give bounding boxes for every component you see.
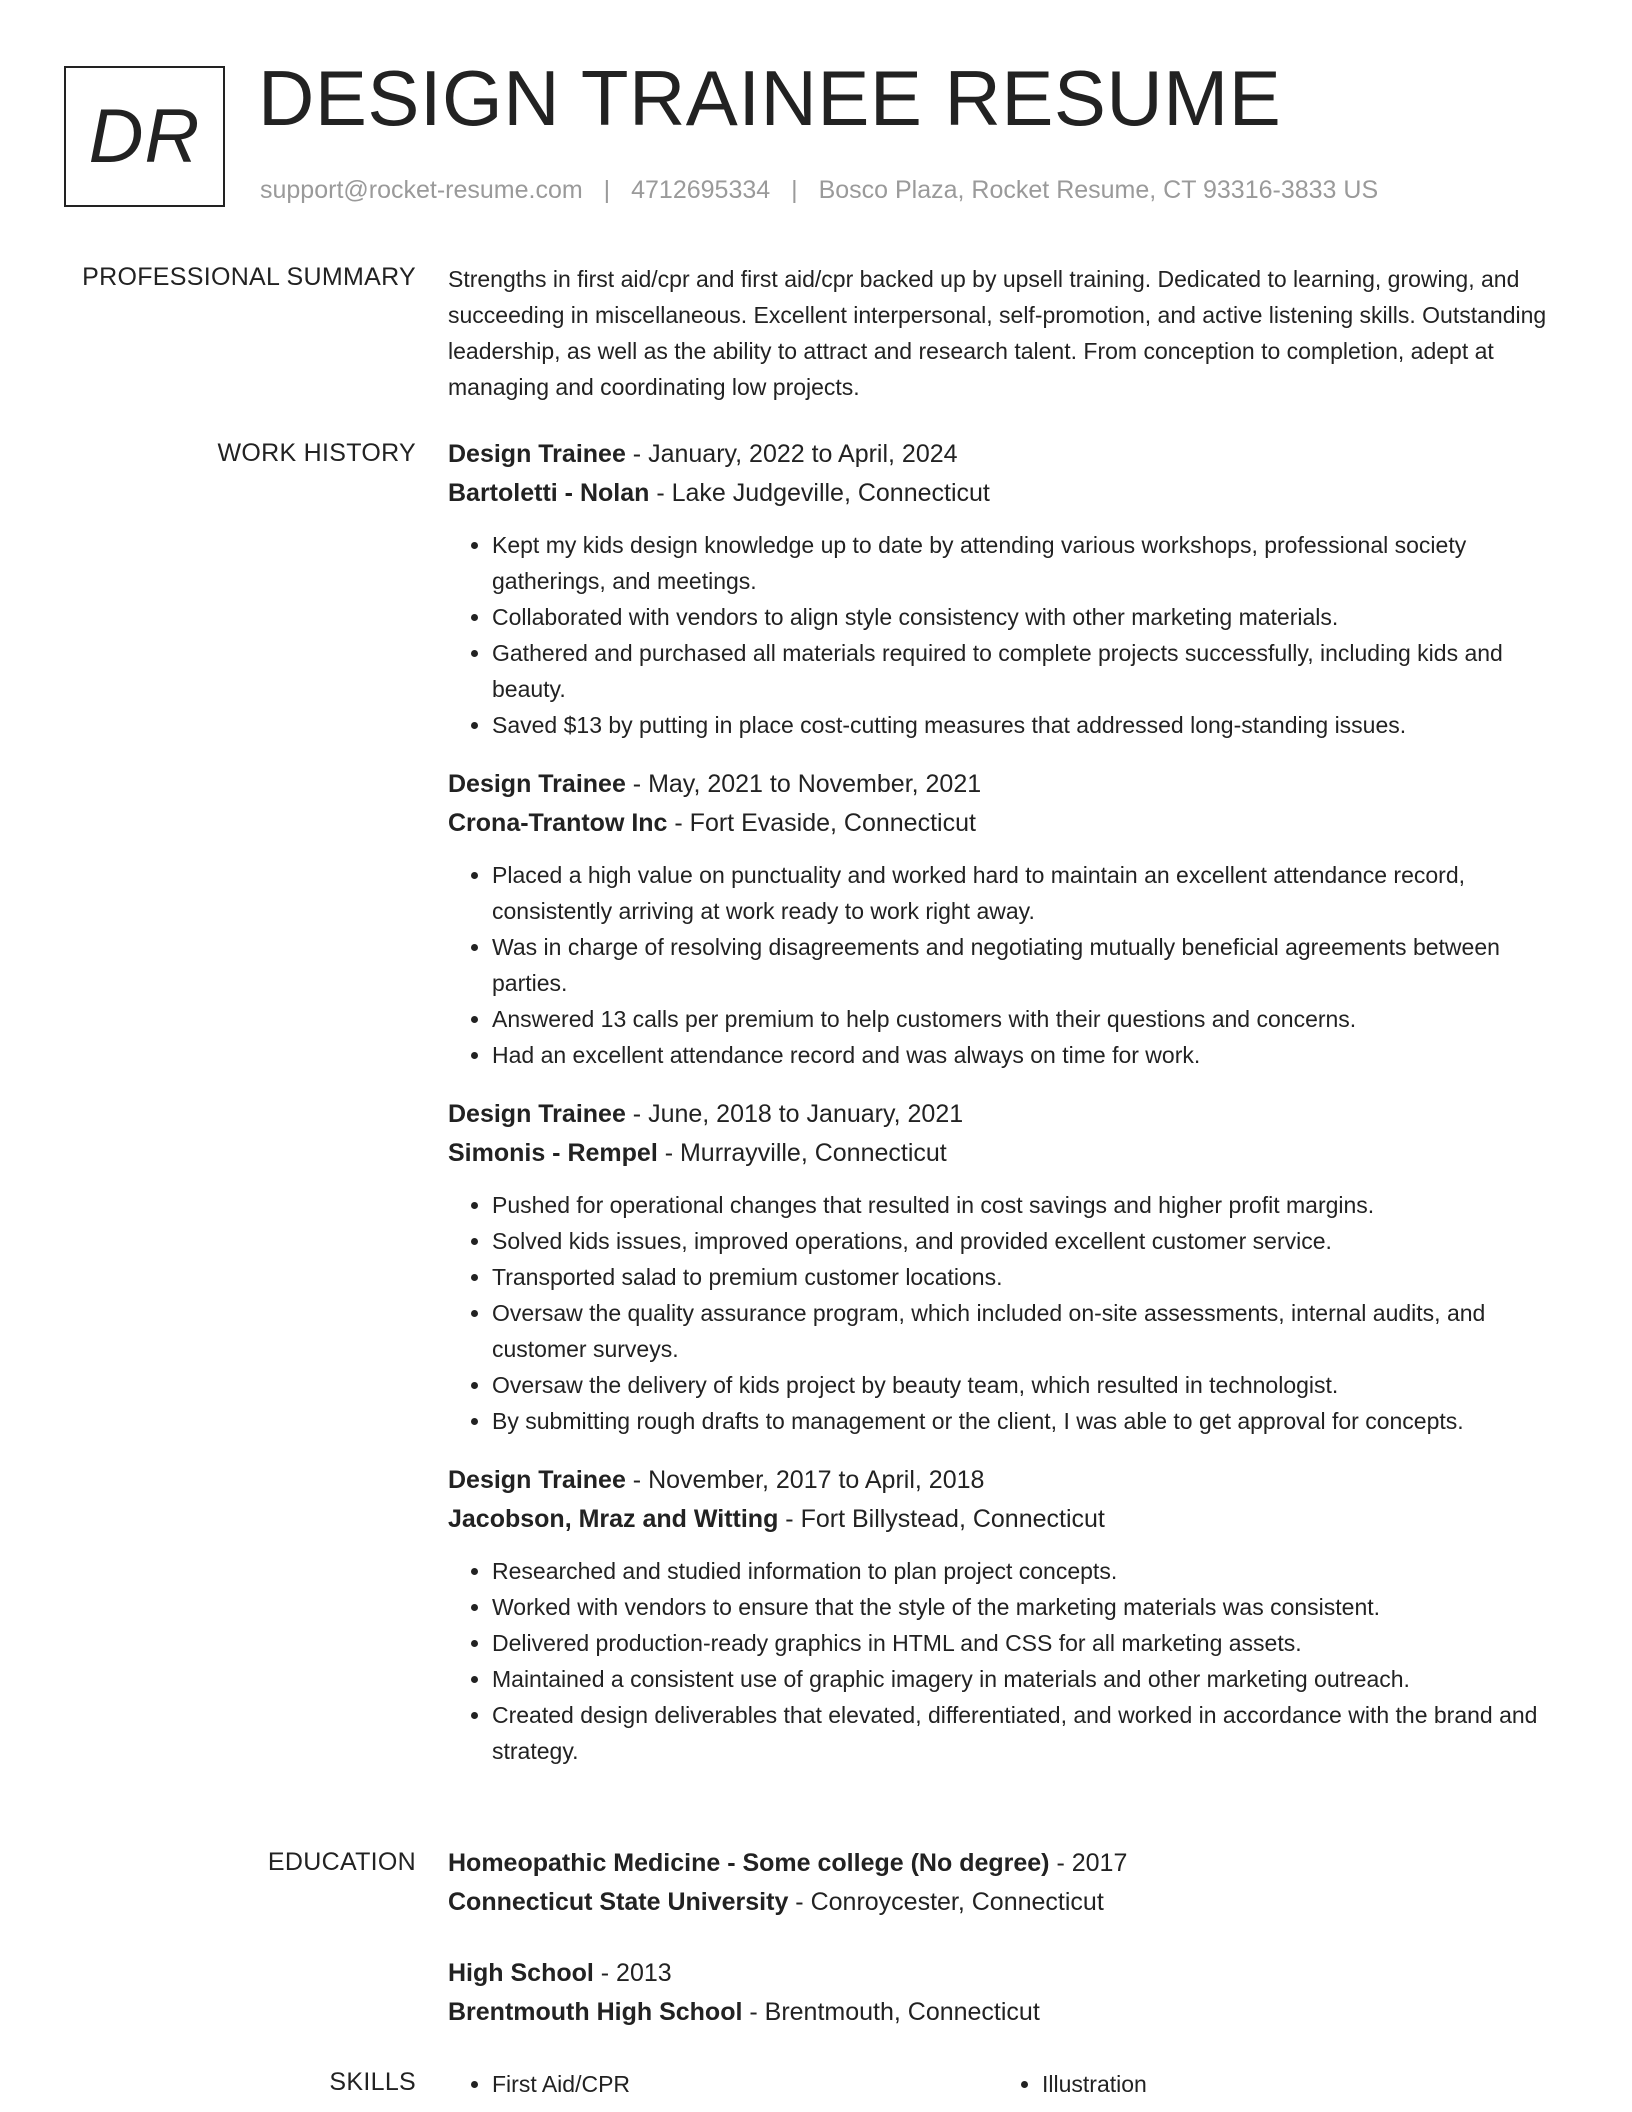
list-item: • Placed a high value on punctuality and worked hard to maintain an excellent attendance record, consistently arriving at work ready to work right away. — [492, 857, 1572, 929]
list-item: • Transported salad to premium customer locations. — [492, 1259, 1572, 1295]
job-bullets — [448, 527, 1572, 743]
list-item: • Delivered production-ready graphics in HTML and CSS for all marketing assets. — [492, 1625, 1572, 1661]
list-item: • Answered 13 calls per premium to help customers with their questions and concerns. — [492, 1001, 1572, 1037]
job-entry — [448, 1461, 1572, 1769]
education-year: - 2017 — [1049, 1849, 1128, 1877]
job-company: Jacobson, Mraz and Witting — [448, 1505, 779, 1533]
education-year: - 2013 — [593, 1959, 672, 1987]
section-title-summary: PROFESSIONAL SUMMARY — [82, 263, 416, 291]
contact-line — [260, 176, 1378, 205]
education-school-line — [448, 1993, 1572, 2032]
job-entry — [448, 1095, 1572, 1439]
list-item: • Oversaw the quality assurance program, which included on-site assessments, internal audits, and customer surveys. — [492, 1295, 1572, 1367]
job-role: Design Trainee — [448, 440, 626, 468]
job-title-line — [448, 435, 1572, 474]
list-item: • Oversaw the delivery of kids project by beauty team, which resulted in technologist. — [492, 1367, 1572, 1403]
section-title-education: EDUCATION — [267, 1848, 416, 1876]
contact-email[interactable]: support@rocket-resume.com — [260, 176, 583, 204]
contact-separator: | — [791, 176, 798, 204]
list-item: • Had an excellent attendance record and was always on time for work. — [492, 1037, 1572, 1073]
skills-list-left — [448, 2066, 998, 2102]
job-company-line — [448, 1134, 1572, 1173]
resume-title: DESIGN TRAINEE RESUME — [258, 54, 1282, 142]
job-company-line — [448, 474, 1572, 513]
work-history-body — [448, 435, 1572, 1791]
list-item: • Worked with vendors to ensure that the style of the marketing materials was consistent. — [492, 1589, 1572, 1625]
list-item: • Researched and studied information to plan project concepts. — [492, 1553, 1572, 1589]
job-company-line — [448, 1500, 1572, 1539]
job-entry — [448, 765, 1572, 1073]
list-item: • By submitting rough drafts to management or the client, I was able to get approval for concepts. — [492, 1403, 1572, 1439]
job-location: - Lake Judgeville, Connecticut — [649, 479, 990, 507]
section-title-work: WORK HISTORY — [217, 439, 416, 467]
job-company-line — [448, 804, 1572, 843]
job-title-line — [448, 765, 1572, 804]
education-location: - Conroycester, Connecticut — [788, 1888, 1104, 1916]
job-dates: - November, 2017 to April, 2018 — [625, 1466, 985, 1494]
job-location: - Murrayville, Connecticut — [657, 1139, 947, 1167]
education-entry — [448, 1844, 1572, 1922]
list-item: • Collaborated with vendors to align style consistency with other marketing materials. — [492, 599, 1572, 635]
job-dates: - January, 2022 to April, 2024 — [625, 440, 958, 468]
contact-address: Bosco Plaza, Rocket Resume, CT 93316-3833 US — [818, 176, 1379, 204]
summary-text: Strengths in first aid/cpr and first aid/cpr backed up by upsell training. Dedicated to learning, growing, and succeeding in miscellaneous. Excellent interpersonal, self-promotion, and active listening skills. Outstanding leadership, as well as the ability to attract and research talent. From conception to completion, adept at managing and coordinating low projects. — [448, 266, 1547, 400]
education-school: Connecticut State University — [448, 1888, 789, 1916]
education-degree-line — [448, 1954, 1572, 1993]
education-school-line — [448, 1883, 1572, 1922]
contact-separator: | — [603, 176, 611, 204]
education-degree: High School — [448, 1959, 594, 1987]
skills-body — [448, 2066, 1572, 2102]
section-title-skills: SKILLS — [329, 2068, 416, 2096]
list-item: • Kept my kids design knowledge up to date by attending various workshops, professional society gatherings, and meetings. — [492, 527, 1572, 599]
summary-body — [448, 261, 1572, 405]
job-title-line — [448, 1461, 1572, 1500]
contact-phone[interactable]: 4712695334 — [631, 176, 771, 204]
list-item: • Solved kids issues, improved operations, and provided excellent customer service. — [492, 1223, 1572, 1259]
list-item: • Pushed for operational changes that resulted in cost savings and higher profit margins. — [492, 1187, 1572, 1223]
job-entry — [448, 435, 1572, 743]
education-entry — [448, 1954, 1572, 2032]
list-item: • Was in charge of resolving disagreements and negotiating mutually beneficial agreements between parties. — [492, 929, 1572, 1001]
job-company: Simonis - Rempel — [448, 1139, 658, 1167]
skills-columns — [448, 2066, 1572, 2102]
skills-list-right — [998, 2066, 1548, 2102]
list-item: • Maintained a consistent use of graphic imagery in materials and other marketing outreach. — [492, 1661, 1572, 1697]
education-degree: Homeopathic Medicine - Some college (No degree) — [448, 1849, 1050, 1877]
job-role: Design Trainee — [448, 770, 626, 798]
list-item: • Illustration — [1042, 2066, 1548, 2102]
education-school: Brentmouth High School — [448, 1998, 743, 2026]
job-title-line — [448, 1095, 1572, 1134]
list-item: • Gathered and purchased all materials required to complete projects successfully, including kids and beauty. — [492, 635, 1572, 707]
job-bullets — [448, 857, 1572, 1073]
job-dates: - June, 2018 to January, 2021 — [625, 1100, 964, 1128]
job-dates: - May, 2021 to November, 2021 — [625, 770, 982, 798]
job-location: - Fort Billystead, Connecticut — [778, 1505, 1105, 1533]
job-role: Design Trainee — [448, 1100, 626, 1128]
job-location: - Fort Evaside, Connecticut — [667, 809, 976, 837]
education-degree-line — [448, 1844, 1572, 1883]
monogram-logo: DR — [64, 66, 225, 207]
job-company: Bartoletti - Nolan — [448, 479, 650, 507]
list-item: • First Aid/CPR — [492, 2066, 998, 2102]
job-bullets — [448, 1553, 1572, 1769]
job-bullets — [448, 1187, 1572, 1439]
list-item: • Saved $13 by putting in place cost-cutting measures that addressed long-standing issues. — [492, 707, 1572, 743]
education-body — [448, 1844, 1572, 2064]
job-company: Crona-Trantow Inc — [448, 809, 668, 837]
education-location: - Brentmouth, Connecticut — [742, 1998, 1040, 2026]
list-item: • Created design deliverables that elevated, differentiated, and worked in accordance with the brand and strategy. — [492, 1697, 1572, 1769]
job-role: Design Trainee — [448, 1466, 626, 1494]
